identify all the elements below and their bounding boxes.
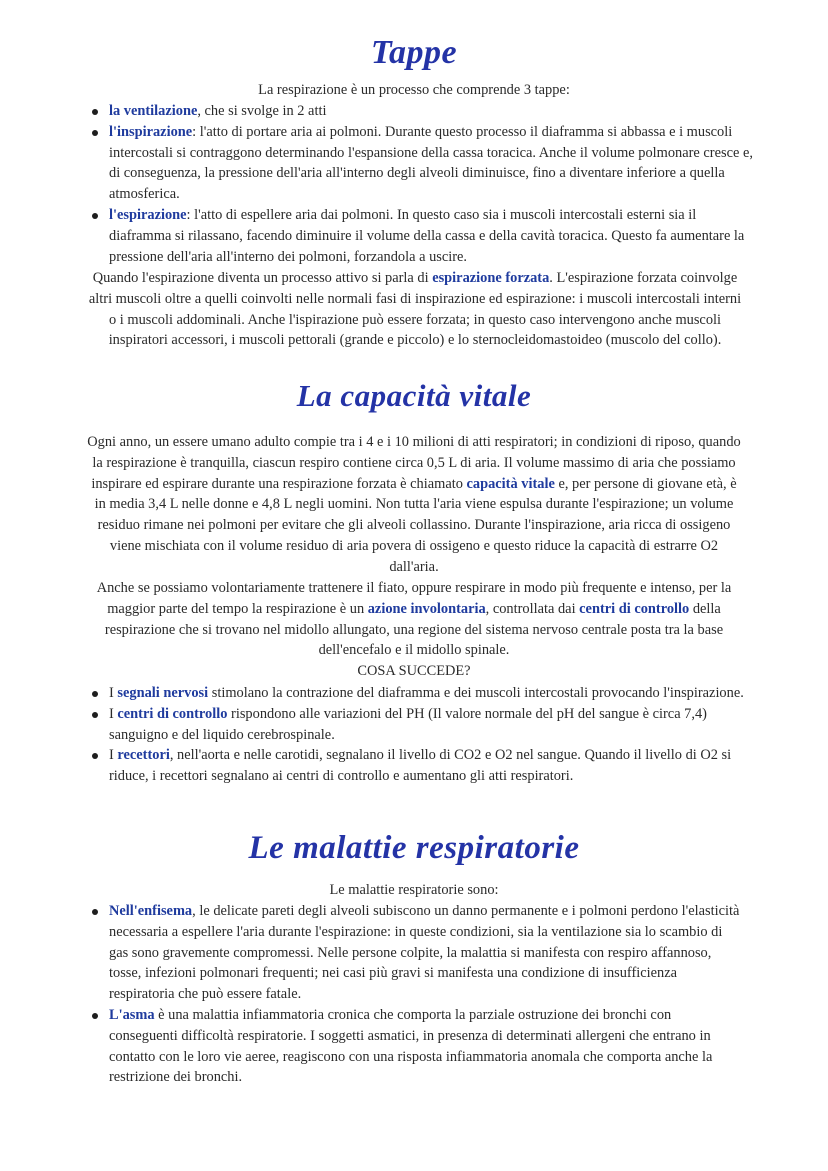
paragraph-text: . L'espirazione forzata coinvolge altri muscoli oltre a quelli coinvolti nelle normali fasi di inspirazione ed espirazione: i muscoli intercostali interni o i muscoli addominali. Anche l'ispirazione può essere forzata; in questo caso intervengono anche muscoli inspiratori accessori, i muscoli pettorali (grande e piccolo) e lo sternocleidomastoideo (muscolo del collo). <box>88 270 742 349</box>
section-title-malattie: Le malattie respiratorie <box>248 830 580 866</box>
list-item-prefix: I <box>109 747 118 764</box>
term-centri-di-controllo: centri di controllo <box>117 705 228 722</box>
cosa-succede-heading: COSA SUCCEDE? <box>357 663 471 679</box>
list-item <box>90 683 745 704</box>
list-item-text: , le delicate pareti degli alveoli subiscono un danno permanente e i polmoni perdono l'elasticità necessaria a espellere l'aria durante l'espirazione: in queste condizioni, sia la ventilazione sia lo scambio di gas sono gravemente compromessi. Nelle persone colpite, la malattia si manifesta con respiro affannoso, tosse, infezioni polmonari frequenti; nei casi più gravi si manifesta una condizione di insufficienza respiratoria che può essere fatale. <box>109 903 740 1003</box>
list-item-prefix: I <box>109 685 118 701</box>
term-espirazione: l'espirazione <box>109 206 187 223</box>
intro-text: La respirazione è un processo che comprende 3 tappe: <box>258 82 570 98</box>
list-item-text: , che si svolge in 2 atti <box>197 103 327 119</box>
list-item <box>90 901 740 1005</box>
term-recettori: recettori <box>117 747 170 764</box>
list-item <box>90 1005 740 1088</box>
list-item-prefix: I <box>109 705 118 722</box>
cosa-succede-list <box>90 683 745 787</box>
term-enfisema: Nell'enfisema <box>109 903 193 919</box>
list-item-text: stimolano la contrazione del diaframma e dei muscoli intercostali provocando l'inspirazione. <box>208 685 744 701</box>
list-item-text: rispondono alle variazioni del PH (Il valore normale del pH del sangue è circa 7,4) sanguigno e del liquido cerebrospinale. <box>109 705 707 743</box>
paragraph-text: , controllata dai <box>485 600 580 617</box>
malattie-intro: Le malattie respiratorie sono: <box>329 882 499 898</box>
list-item <box>90 205 758 267</box>
paragraph-text: Anche se possiamo volontariamente trattenere il fiato, oppure respirare in modo più frequente e intenso, per la maggior parte del tempo la respirazione è un <box>96 580 732 617</box>
list-item-text: , nell'aorta e nelle carotidi, segnalano il livello di CO2 e O2 nel sangue. Quando il livello di O2 si riduce, i recettori segnalano ai centri di controllo e aumentano gli atti respiratori. <box>109 747 732 785</box>
capacita-paragraph-1 <box>86 432 742 578</box>
term-ventilazione: la ventilazione <box>109 103 198 119</box>
section-title-tappe: Tappe <box>370 34 458 71</box>
list-item <box>90 122 758 205</box>
malattie-list <box>90 901 740 1088</box>
list-item <box>90 101 758 122</box>
list-item <box>90 704 745 746</box>
tappe-list <box>90 101 758 267</box>
paragraph-text: Ogni anno, un essere umano adulto compie tra i 4 e i 10 milioni di atti respiratori; in condizioni di riposo, quando la respirazione è tranquilla, ciascun respiro contiene circa 0,5 L di aria. Il volume massimo di aria che possiamo inspirare ed espirare durante una respirazione forzata è chiamato <box>87 434 741 492</box>
term-capacita-vitale: capacità vitale <box>466 475 555 492</box>
capacita-paragraph-2 <box>86 578 742 661</box>
espirazione-forzata-paragraph <box>88 268 742 351</box>
paragraph-text: e, per persone di giovane età, è in media 3,4 L nelle donne e 4,8 L negli uomini. Non tutta l'aria viene espulsa durante l'espirazione; un volume residuo rimane nei polmoni per evitare che gli alveoli collassino. Durante l'inspirazione, aria ricca di ossigeno viene mischiata con il volume residuo di aria povera di ossigeno e questo riduce la capacità di estrarre O2 dall'aria. <box>94 475 737 575</box>
list-item-text: : l'atto di espellere aria dai polmoni. In questo caso sia i muscoli intercostali esterni sia il diaframma si rilassano, facendo diminuire il volume della cassa e della cavità toracica. Questo fa aumentare la pressione dell'aria all'interno dei polmoni, forzandola a uscire. <box>109 206 745 265</box>
term-segnali-nervosi: segnali nervosi <box>117 685 209 701</box>
list-item <box>90 745 745 787</box>
term-inspirazione: l'inspirazione <box>109 123 193 140</box>
section-title-capacita-vitale: La capacità vitale <box>296 378 532 413</box>
term-centri-di-controllo: centri di controllo <box>579 600 690 617</box>
list-item-text: è una malattia infiammatoria cronica che comporta la parziale ostruzione dei bronchi con conseguenti difficoltà respiratorie. I soggetti asmatici, in presenza di determinati allergeni che entrano in contatto con le loro vie aeree, reagiscono con una risposta infiammatoria anomala che comporta anche la restrizione dei bronchi. <box>109 1006 713 1086</box>
term-azione-involontaria: azione involontaria <box>367 600 486 617</box>
paragraph-text: della respirazione che si trovano nel midollo allungato, una regione del sistema nervoso centrale posta tra la base dell'encefalo e il midollo spinale. <box>104 600 724 659</box>
term-asma: L'asma <box>109 1006 155 1023</box>
list-item-text: : l'atto di portare aria ai polmoni. Durante questo processo il diaframma si abbassa e i muscoli intercostali si contraggono determinando l'espansione della cassa toracica. Anche il volume polmonare cresce e, di conseguenza, la pressione dell'aria all'interno degli alveoli diminuisce, fino a diventare inferiore a quella atmosferica. <box>109 123 753 203</box>
term-espirazione-forzata: espirazione forzata <box>432 270 550 286</box>
paragraph-text: Quando l'espirazione diventa un processo attivo si parla di <box>92 270 433 286</box>
